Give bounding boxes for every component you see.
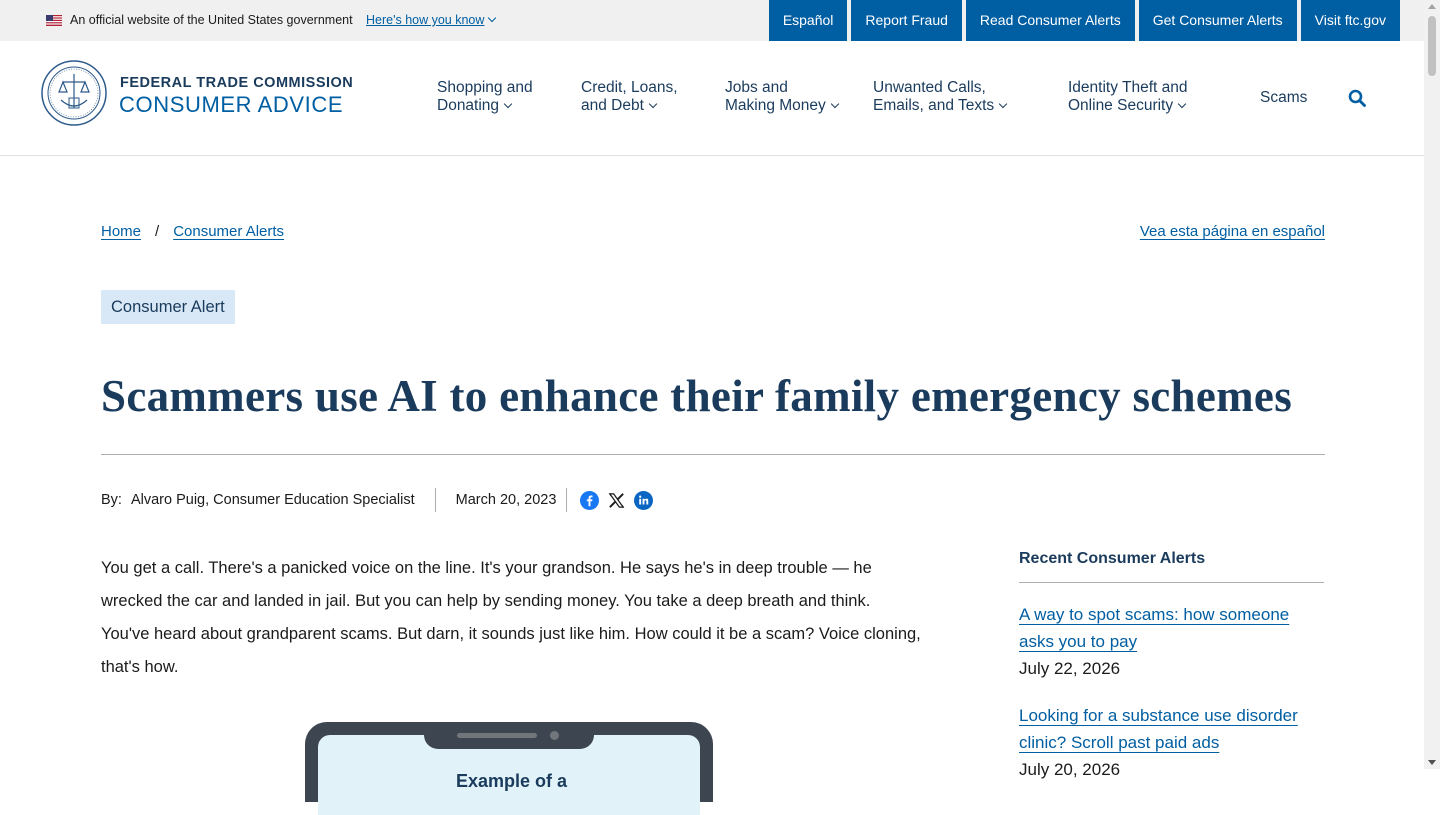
chevron-down-icon (504, 100, 512, 108)
nav-label-line1: Unwanted Calls, (873, 79, 986, 96)
phone-speaker (457, 733, 537, 738)
linkedin-icon[interactable] (634, 491, 653, 510)
top-links (769, 0, 1400, 41)
site-header (0, 41, 1424, 156)
visit-ftc-link[interactable]: Visit ftc.gov (1301, 0, 1400, 41)
page-scrollbar[interactable] (1424, 0, 1440, 769)
ftc-seal-logo[interactable] (41, 60, 107, 126)
chevron-down-icon (488, 14, 496, 22)
publish-date: March 20, 2023 (455, 492, 557, 508)
breadcrumb (101, 223, 284, 240)
nav-label-line2: Making Money (725, 97, 826, 114)
title-divider (101, 454, 1325, 455)
nav-credit-loans-debt[interactable] (581, 79, 678, 115)
article-intro-paragraph: You get a call. There's a panicked voice on the line. It's your grandson. He says he's in deep trouble — he wrecked the car and landed in jail. But you can help by sending money. You take a deep breath and think. You've heard about grandparent scams. But darn, it sounds just like him. How could it be a scam? Voice cloning, that's how. (101, 559, 921, 676)
chevron-down-icon (649, 100, 657, 108)
nav-label-line1: Shopping and (437, 79, 533, 96)
sidebar-alert-date: July 20, 2026 (1019, 760, 1121, 779)
byline-divider (435, 488, 436, 512)
page-title: Scammers use AI to enhance their family emergency schemes (101, 371, 1293, 421)
share-links (580, 491, 653, 510)
author-name: Alvaro Puig, Consumer Education Specialist (130, 492, 415, 508)
phone-camera (550, 731, 559, 740)
nav-jobs-making-money[interactable] (725, 79, 838, 115)
search-icon[interactable] (1348, 89, 1366, 107)
sidebar-alert-date: July 22, 2026 (1019, 659, 1121, 678)
nav-label-line1: Identity Theft and (1068, 79, 1188, 96)
report-fraud-link[interactable]: Report Fraud (851, 0, 961, 41)
byline-divider (566, 488, 567, 512)
facebook-icon[interactable] (580, 491, 599, 510)
nav-label-line2: Online Security (1068, 97, 1174, 114)
gov-banner-text: An official website of the United States government (70, 13, 353, 27)
nav-label-line2: Emails, and Texts (873, 97, 995, 114)
nav-identity-theft[interactable] (1068, 79, 1188, 115)
chevron-down-icon (831, 100, 839, 108)
scroll-down-arrow-icon[interactable] (1428, 760, 1436, 765)
nav-label-line1: Credit, Loans, (581, 79, 678, 96)
gov-banner (0, 0, 1424, 41)
brand-site-name[interactable]: CONSUMER ADVICE (119, 92, 344, 117)
sidebar-divider (1019, 582, 1324, 583)
nav-scams[interactable]: Scams (1260, 89, 1308, 106)
byline-label: By: (101, 492, 122, 508)
sidebar-alert-item (1019, 702, 1324, 783)
sidebar-title: Recent Consumer Alerts (1019, 550, 1206, 567)
espanol-link[interactable]: Español (769, 0, 848, 41)
phone-illustration (305, 722, 713, 802)
nav-shopping-and-donating[interactable] (437, 79, 533, 115)
breadcrumb-consumer-alerts[interactable]: Consumer Alerts (173, 223, 285, 240)
x-icon[interactable] (607, 491, 626, 510)
brand-agency-name[interactable]: FEDERAL TRADE COMMISSION (120, 75, 354, 91)
breadcrumb-separator: / (155, 223, 160, 240)
nav-label-line2: Donating (437, 97, 500, 114)
chevron-down-icon (1178, 100, 1186, 108)
nav-unwanted-calls[interactable] (873, 79, 1006, 115)
scroll-up-arrow-icon[interactable] (1428, 4, 1436, 9)
article-byline (101, 488, 653, 512)
read-consumer-alerts-link[interactable]: Read Consumer Alerts (966, 0, 1135, 41)
scrollbar-thumb[interactable] (1428, 16, 1436, 76)
get-consumer-alerts-link[interactable]: Get Consumer Alerts (1139, 0, 1297, 41)
sidebar-alert-item (1019, 601, 1324, 682)
heres-how-you-know-link[interactable] (366, 13, 495, 27)
sidebar-alert-link[interactable]: Looking for a substance use disorder clinic? Scroll past paid ads (1019, 706, 1298, 752)
spanish-version-link[interactable]: Vea esta página en español (1139, 223, 1325, 240)
breadcrumb-home[interactable]: Home (101, 223, 142, 240)
nav-label-line2: and Debt (581, 97, 644, 114)
nav-label-line1: Jobs and (725, 79, 788, 96)
heres-how-you-know-label: Here's how you know (366, 13, 485, 27)
illustration-caption: Example of a (456, 771, 568, 791)
content-type-tag: Consumer Alert (101, 290, 235, 324)
us-flag-icon (46, 15, 62, 26)
chevron-down-icon (999, 100, 1007, 108)
sidebar-alert-link[interactable]: A way to spot scams: how someone asks you to pay (1019, 605, 1290, 651)
